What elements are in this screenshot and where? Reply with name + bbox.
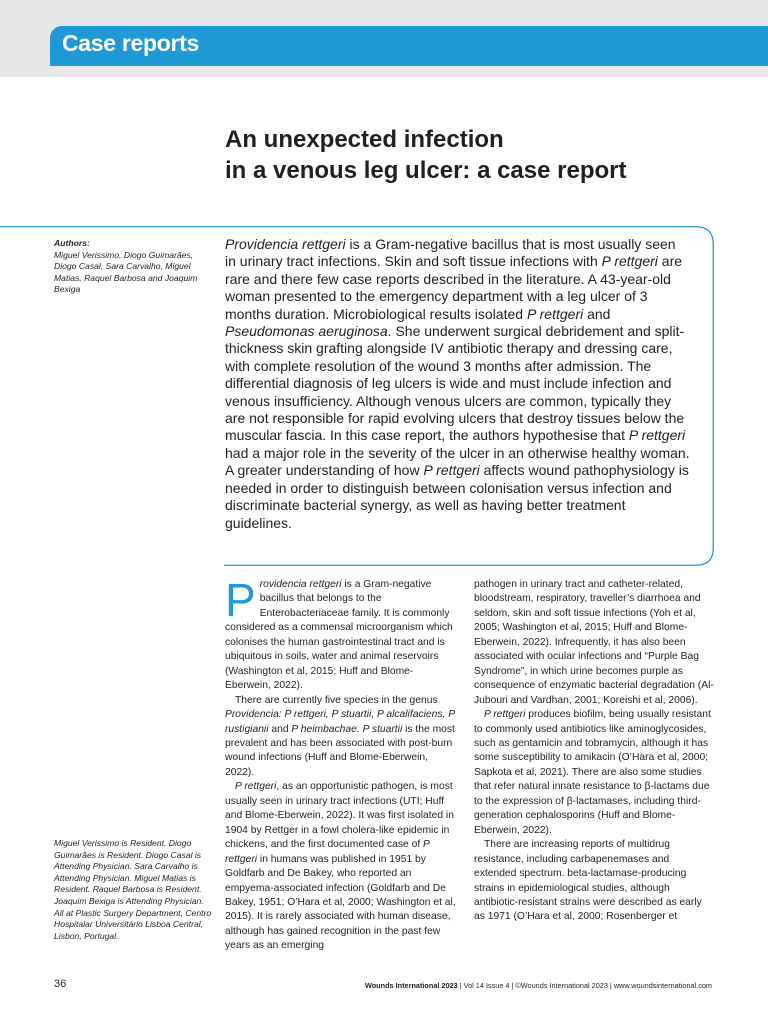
abstract-span: are rare and there few case reports described in the literature. A 43-year-old woman presented to the emergency department with a leg ulcer of 3 months duration. Microbiological results isolated <box>225 253 683 322</box>
abstract-span: is a Gram-negative bacillus that is most usually seen in urinary tract infections. Skin and soft tissue infections with <box>225 236 676 270</box>
body-column-1 <box>225 574 459 954</box>
authors-label: Authors: <box>54 238 90 248</box>
abstract-span: Providencia rettgeri <box>225 236 346 252</box>
paragraph: There are increasing reports of multidrug resistance, including carbapenemases and extended spectrum. beta-lactamase-producing strains in epidemiological studies, although antibiotic-resistant strains were described as early as 1971 (O’Hara et al, 2000; Rosenberger et <box>474 839 702 923</box>
abstract-span: Pseudomonas aeruginosa <box>225 323 388 340</box>
footer-details: | Vol 14 Issue 4 | ©Wounds International 2023 | www.woundsinternational.com <box>457 981 712 990</box>
article-title-line-2: in a venous leg ulcer: a case report <box>225 157 627 184</box>
section-header-tab <box>50 26 768 66</box>
text-span: Providencia: P rettgeri, P stuartii, P alcalifaciens, P rustigianii <box>225 709 455 735</box>
text-span: P heimbachae. P stuartii <box>291 723 403 735</box>
authors-names: Miguel Verissimo, Diogo Guimarães, Diogo Casal, Sara Carvalho, Miguel Matias, Raquel Barbosa and Joaquim Bexiga <box>54 249 198 294</box>
text-span: is a Gram-negative bacillus that belongs to the Enterobacteriaceae family. It is commonly considered as a commensal microorganism which colonises the human gastrointestinal tract and is ubiquitous in soils, water and animal reservoirs (Washington et al, 2015; Huff and Blome-Eberwein, 2022). <box>225 579 453 692</box>
paragraph: pathogen in urinary tract and catheter-related, bloodstream, respiratory, traveller’s diarrhoea and seldom, skin and soft tissue infections (Yoh et al, 2005; Washington et al, 2015; Huff and Blome-Eberwein, 2022). Infrequently, it has also been associated with ocular infections and “Purple Bag Syndrome”, in which urine becomes purple as consequence of enzymatic bacterial degradation (Al-Jubouri and Vardhan, 2001; Koreishi et al, 2006). <box>474 579 714 706</box>
paragraph <box>225 780 459 953</box>
abstract-span: P rettgeri <box>628 427 686 444</box>
text-span: P rettgeri <box>484 709 526 721</box>
text-span: in humans was published in 1951 by Goldfarb and De Bakey, who reported an empyema-associated infection (Goldfarb and De Bakey, 1951; O’Hara et al, 2000; Washington et al, 2015). It is rarely associated with human disease, although has gained recognition in the past few years as an emerging <box>225 853 456 952</box>
text-span: , as an opportunistic pathogen, is most usually seen in urinary tract infections (UTI; Huff and Blome-Eberwein, 2022). It was first isolated in 1904 by Rettger in a fowl cholera-like epidemic in chickens, and the first documented case of <box>225 781 454 851</box>
text-span: P rettgeri <box>235 781 277 793</box>
abstract-span: P rettgeri <box>423 462 480 479</box>
section-title: Case reports <box>62 30 200 56</box>
page-footer <box>365 981 712 990</box>
footer-journal: Wounds International 2023 <box>364 981 458 990</box>
abstract-span: had a major role in the severity of the ulcer in an otherwise healthy woman. A greater understanding of how <box>225 444 690 479</box>
abstract-span: P rettgeri <box>601 253 658 270</box>
article-title-line-1: An unexpected infection <box>225 126 504 153</box>
abstract-span: . She underwent surgical debridement and split-thickness skin grafting alongside IV antibiotic therapy and dressing care, with complete resolution of the wound 3 months after admission. The differential diagnosis of leg ulcers is wide and must include infection and venous insufficiency. Although venous ulcers are common, typically they are not responsible for rapid evolving ulcers that destroy tissues below the muscular fascia. In this case report, the authors hypothesise that <box>225 323 685 444</box>
text-span: produces biofilm, being usually resistant to commonly used antibiotics like aminoglycosides, such as gentamicin and tobramycin, although it has some susceptibility to amikacin (O’Hara et al, 2000; Sapkota et al, 2021). There are also some studies that refer natural innate resistance to β-lactams due to the expression of β-lactamases, including third-generation cephalosporins (Huff and Blome-Eberwein, 2022). <box>474 709 711 836</box>
author-affiliations: Miguel Verissimo is Resident. Diogo Guimarães is Resident. Diogo Casal is Attending Physician. Sara Carvalho is Attending Physician. Miguel Matias is Resident. Raquel Barbosa is Resident. Joaquim Bexiga is Attending Physician. All at Plastic Surgery Department, Centro Hospitalar Universitário Lisboa Central, Lisbon, Portugal. <box>54 838 212 941</box>
abstract <box>225 236 690 532</box>
body-column-2 <box>474 578 714 925</box>
abstract-text <box>225 236 690 532</box>
article-title <box>225 124 745 186</box>
text-span: and <box>268 723 292 735</box>
paragraph <box>474 708 714 838</box>
abstract-span: and <box>583 305 611 322</box>
abstract-span: P rettgeri <box>526 305 584 322</box>
page-number: 36 <box>54 978 67 990</box>
text-span: rovidencia rettgeri <box>259 579 342 590</box>
drop-cap: P <box>225 574 256 626</box>
abstract-span: affects wound pathophysiology is needed in order to distinguish between colonisation versus infection and discriminate bacterial synergy, as well as having better treatment guidelines. <box>225 462 689 531</box>
paragraph <box>225 574 459 694</box>
text-span: There are currently five species in the genus <box>235 694 438 706</box>
text-span: P rettgeri <box>225 839 430 865</box>
text-span: is the most prevalent and has been associated with post-burn wound infections (Huff and Blome-Eberwein, 2022). <box>225 723 455 778</box>
paragraph <box>225 694 459 781</box>
